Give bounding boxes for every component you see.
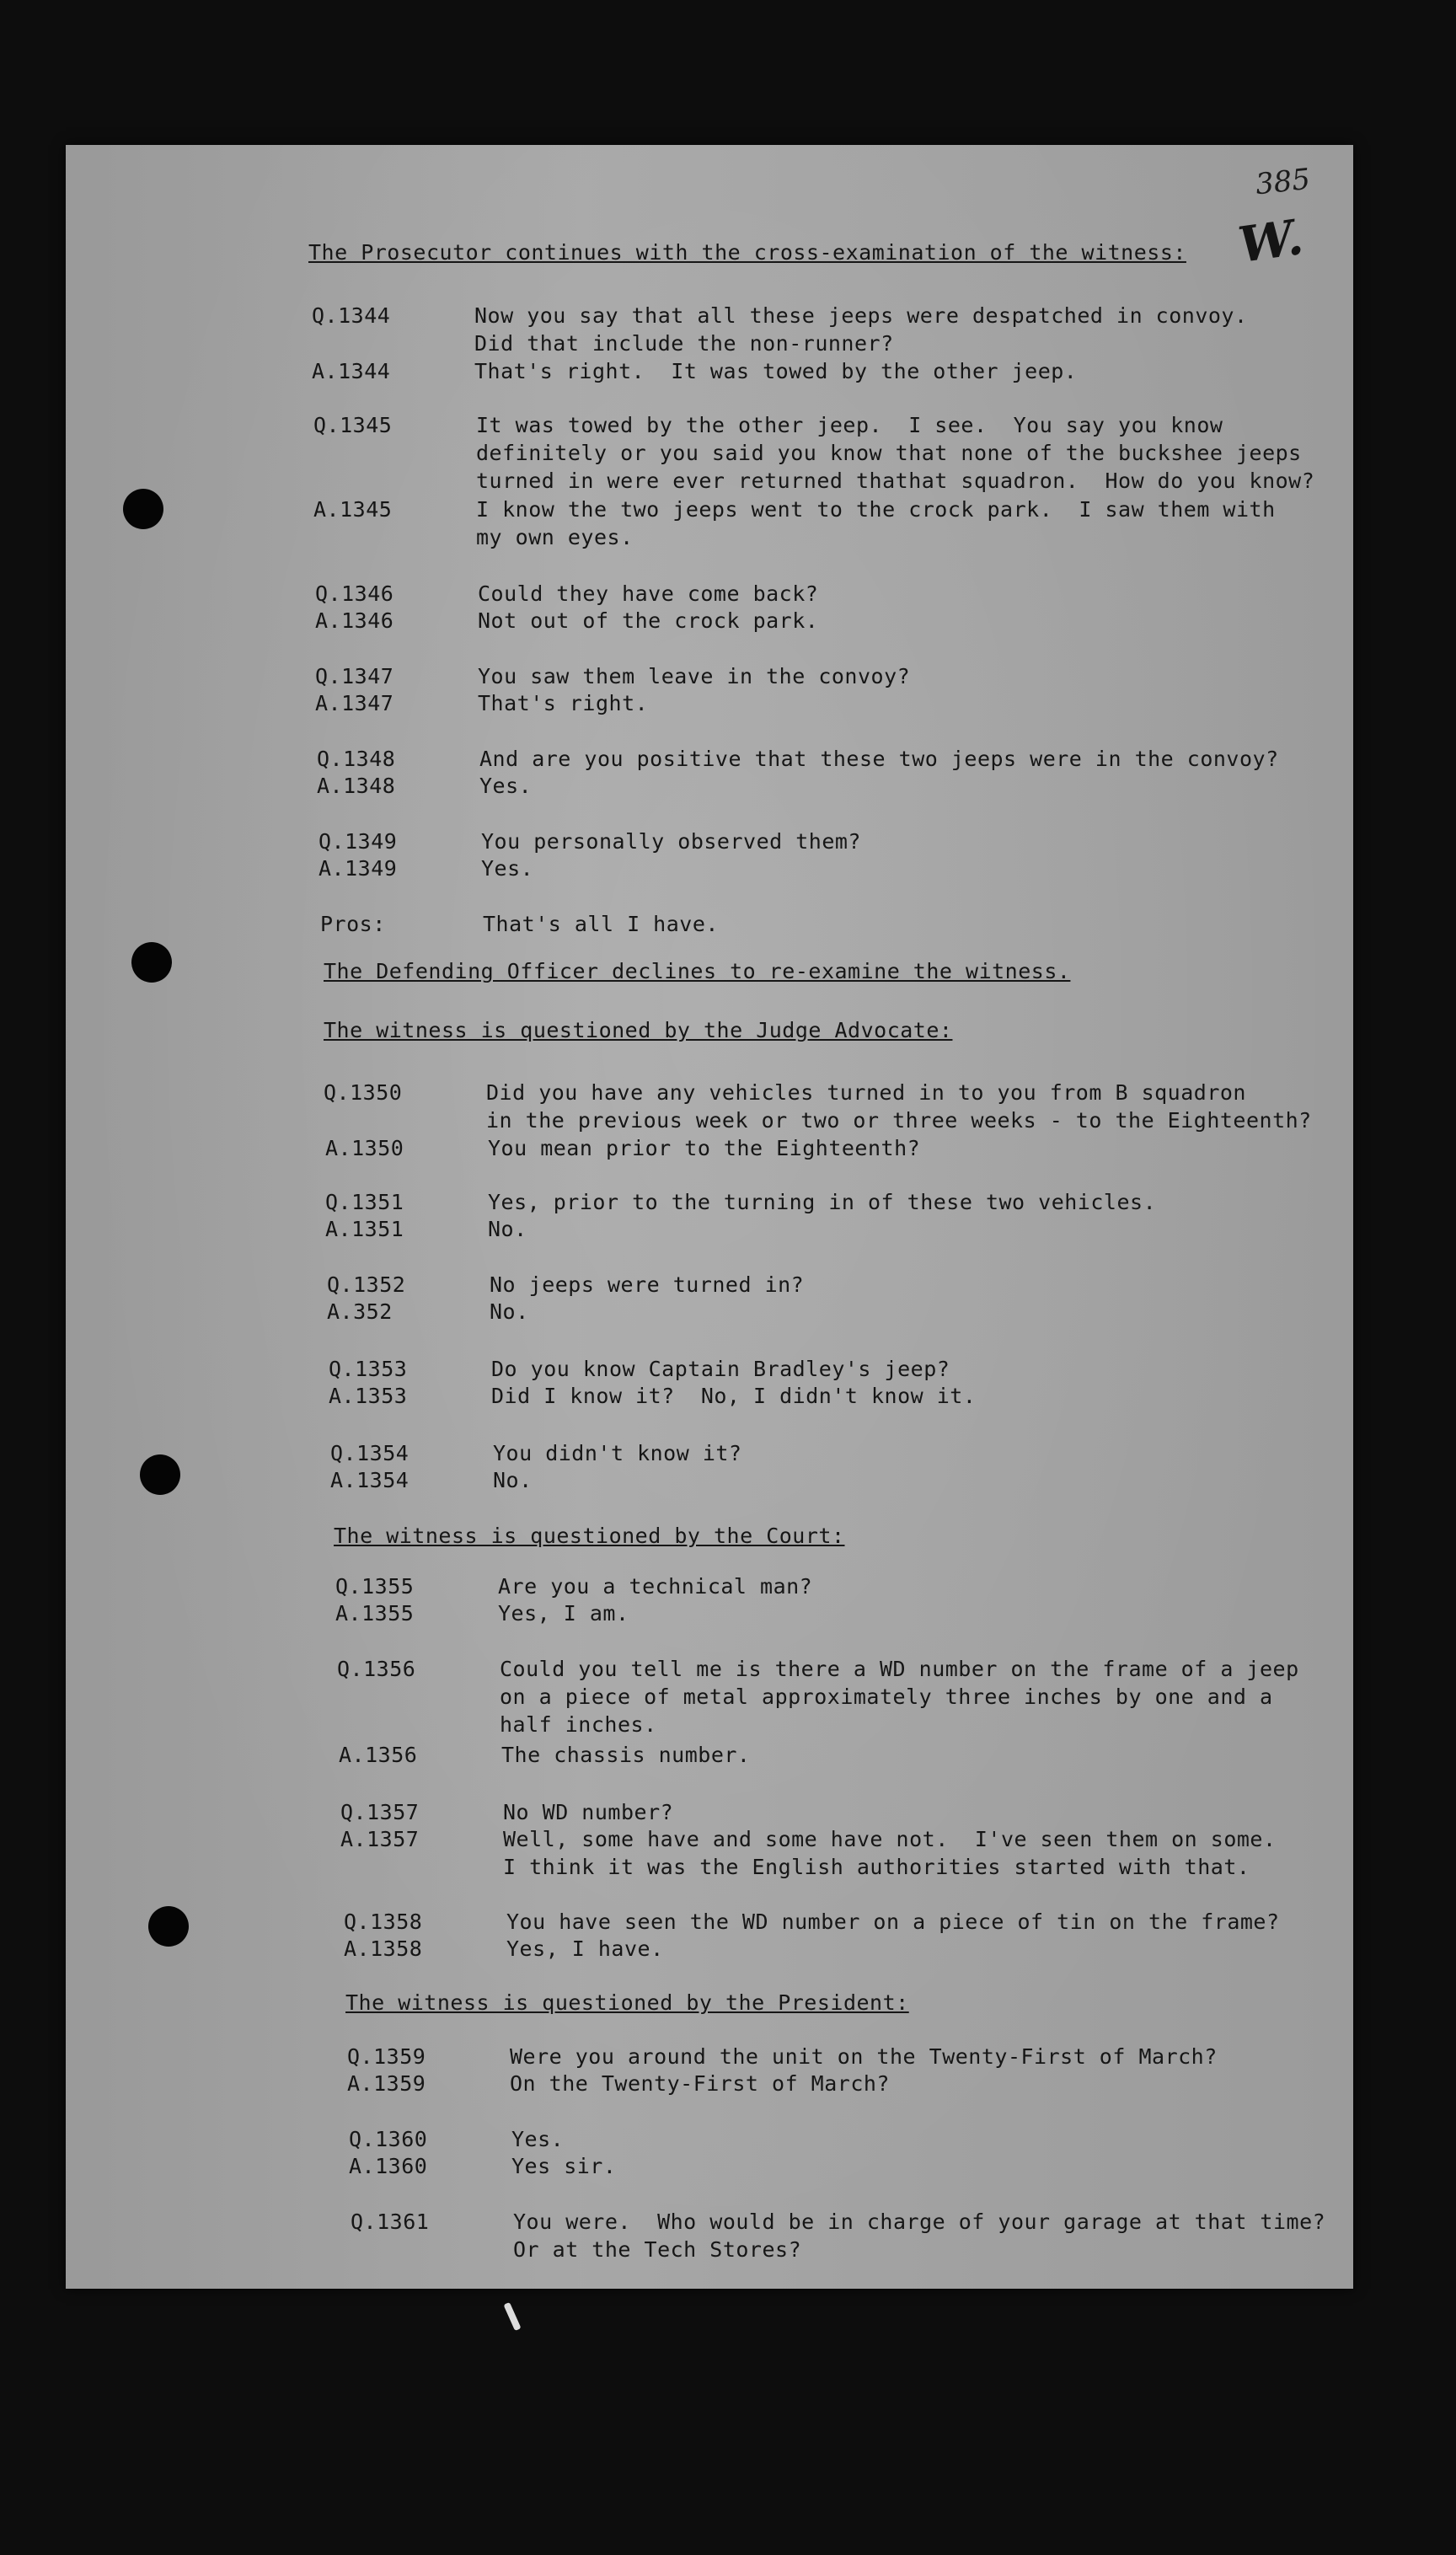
entry-line: on a piece of metal approximately three inches by one and a	[500, 1685, 1273, 1709]
entry-label: A.1347	[315, 691, 394, 715]
entry-line: That's right. It was towed by the other jeep.	[474, 359, 1078, 383]
entry-line: Yes, prior to the turning in of these two vehicles.	[488, 1190, 1157, 1214]
entry-line: Or at the Tech Stores?	[513, 2237, 802, 2262]
entry-label: A.1356	[339, 1743, 418, 1767]
entry-label: Q.1347	[315, 664, 394, 688]
entry-line: You didn't know it?	[493, 1441, 742, 1465]
entry-label: A.1360	[349, 2154, 428, 2178]
entry-label: A.1348	[317, 774, 396, 798]
entry-line: You saw them leave in the convoy?	[478, 664, 911, 688]
entry-line: definitely or you said you know that none of the buckshee jeeps	[476, 441, 1302, 465]
entry-line: You personally observed them?	[481, 829, 861, 854]
entry-line: Were you around the unit on the Twenty-First of March?	[510, 2044, 1218, 2069]
entry-line: Yes sir.	[511, 2154, 617, 2178]
entry-label: Q.1354	[330, 1441, 410, 1465]
entry-label: A.1357	[340, 1827, 420, 1851]
entry-line: You have seen the WD number on a piece of tin on the frame?	[506, 1910, 1280, 1934]
entry-line: Could you tell me is there a WD number on the frame of a jeep	[500, 1657, 1299, 1681]
entry-line: Did you have any vehicles turned in to you from B squadron	[486, 1080, 1246, 1105]
entry-label: Q.1352	[327, 1272, 406, 1297]
section-heading-defending-officer: The Defending Officer declines to re-examine the witness.	[324, 959, 1071, 983]
transcript-entry	[330, 1466, 533, 1550]
punch-hole	[123, 489, 163, 529]
entry-label: Pros:	[320, 912, 386, 936]
entry-line: Yes.	[479, 774, 533, 798]
entry-line: No.	[493, 1468, 533, 1492]
entry-line: I think it was the English authorities started with that.	[503, 1855, 1250, 1879]
entry-label: A.1351	[325, 1217, 404, 1241]
entry-line: Do you know Captain Bradley's jeep?	[491, 1357, 950, 1381]
entry-line: It was towed by the other jeep. I see. You say you know	[476, 413, 1223, 437]
entry-label: A.1358	[344, 1936, 423, 1961]
entry-line: my own eyes.	[476, 525, 634, 549]
entry-line: Yes.	[481, 856, 534, 881]
entry-line: You were. Who would be in charge of your garage at that time?	[513, 2210, 1326, 2234]
section-heading-president: The witness is questioned by the President:	[345, 1990, 909, 2015]
entry-line: No.	[488, 1217, 527, 1241]
entry-line: turned in were ever returned thathat squadron. How do you know?	[476, 469, 1315, 493]
entry-label: A.1345	[313, 497, 393, 522]
entry-line: Did that include the non-runner?	[474, 331, 894, 356]
entry-label: A.1359	[347, 2071, 426, 2096]
entry-label: Q.1360	[349, 2127, 428, 2151]
section-heading-prosecutor: The Prosecutor continues with the cross-examination of the witness:	[308, 240, 1186, 265]
punch-hole	[148, 1906, 189, 1947]
entry-label: Q.1356	[337, 1657, 416, 1681]
entry-line: Yes, I am.	[498, 1601, 629, 1626]
entry-line: No jeeps were turned in?	[490, 1272, 805, 1297]
entry-line: Could they have come back?	[478, 581, 819, 606]
entry-label: Q.1355	[335, 1574, 415, 1599]
entry-label: Q.1346	[315, 581, 394, 606]
section-heading-judge-advocate: The witness is questioned by the Judge Advocate:	[324, 1018, 953, 1042]
entry-label: Q.1350	[324, 1080, 403, 1105]
entry-label: Q.1359	[347, 2044, 426, 2069]
entry-label: A.1350	[325, 1136, 404, 1160]
page-number: 385	[1254, 162, 1312, 202]
entry-label: Q.1345	[313, 413, 393, 437]
entry-line: I know the two jeeps went to the crock park. I saw them with	[476, 497, 1276, 522]
punch-hole	[140, 1454, 180, 1495]
entry-label: A.1346	[315, 608, 394, 633]
entry-line: Yes.	[511, 2127, 565, 2151]
handwritten-initials: W.	[1234, 208, 1307, 274]
entry-line: Did I know it? No, I didn't know it.	[491, 1384, 977, 1408]
entry-line: You mean prior to the Eighteenth?	[488, 1136, 921, 1160]
punch-hole	[131, 942, 172, 983]
entry-label: Q.1358	[344, 1910, 423, 1934]
entry-line: in the previous week or two or three weeks - to the Eighteenth?	[486, 1108, 1312, 1133]
entry-label: A.1349	[318, 856, 398, 881]
entry-line: half inches.	[500, 1712, 657, 1737]
entry-line: No WD number?	[503, 1800, 674, 1824]
entry-label: Q.1361	[351, 2210, 430, 2234]
entry-line: That's right.	[478, 691, 649, 715]
entry-label: Q.1349	[318, 829, 398, 854]
entry-label: Q.1357	[340, 1800, 420, 1824]
entry-label: Q.1344	[312, 303, 391, 328]
entry-label: A.352	[327, 1299, 393, 1324]
entry-line: Yes, I have.	[506, 1936, 664, 1961]
entry-label: A.1353	[329, 1384, 408, 1408]
entry-line: The chassis number.	[501, 1743, 751, 1767]
entry-label: A.1354	[330, 1468, 410, 1492]
entry-line: That's all I have.	[483, 912, 719, 936]
entry-line: Well, some have and some have not. I've seen them on some.	[503, 1827, 1277, 1851]
entry-line: Are you a technical man?	[498, 1574, 813, 1599]
entry-label: Q.1348	[317, 747, 396, 771]
section-heading-court: The witness is questioned by the Court:	[334, 1524, 845, 1548]
entry-line: Not out of the crock park.	[478, 608, 819, 633]
entry-label: Q.1351	[325, 1190, 404, 1214]
entry-label: A.1355	[335, 1601, 415, 1626]
entry-label: Q.1353	[329, 1357, 408, 1381]
entry-line: And are you positive that these two jeeps were in the convoy?	[479, 747, 1279, 771]
stray-mark	[503, 2302, 521, 2331]
entry-line: On the Twenty-First of March?	[510, 2071, 890, 2096]
entry-label: A.1344	[312, 359, 391, 383]
transcript-entry	[351, 2208, 1326, 2319]
entry-line: Now you say that all these jeeps were despatched in convoy.	[474, 303, 1248, 328]
entry-line: No.	[490, 1299, 529, 1324]
